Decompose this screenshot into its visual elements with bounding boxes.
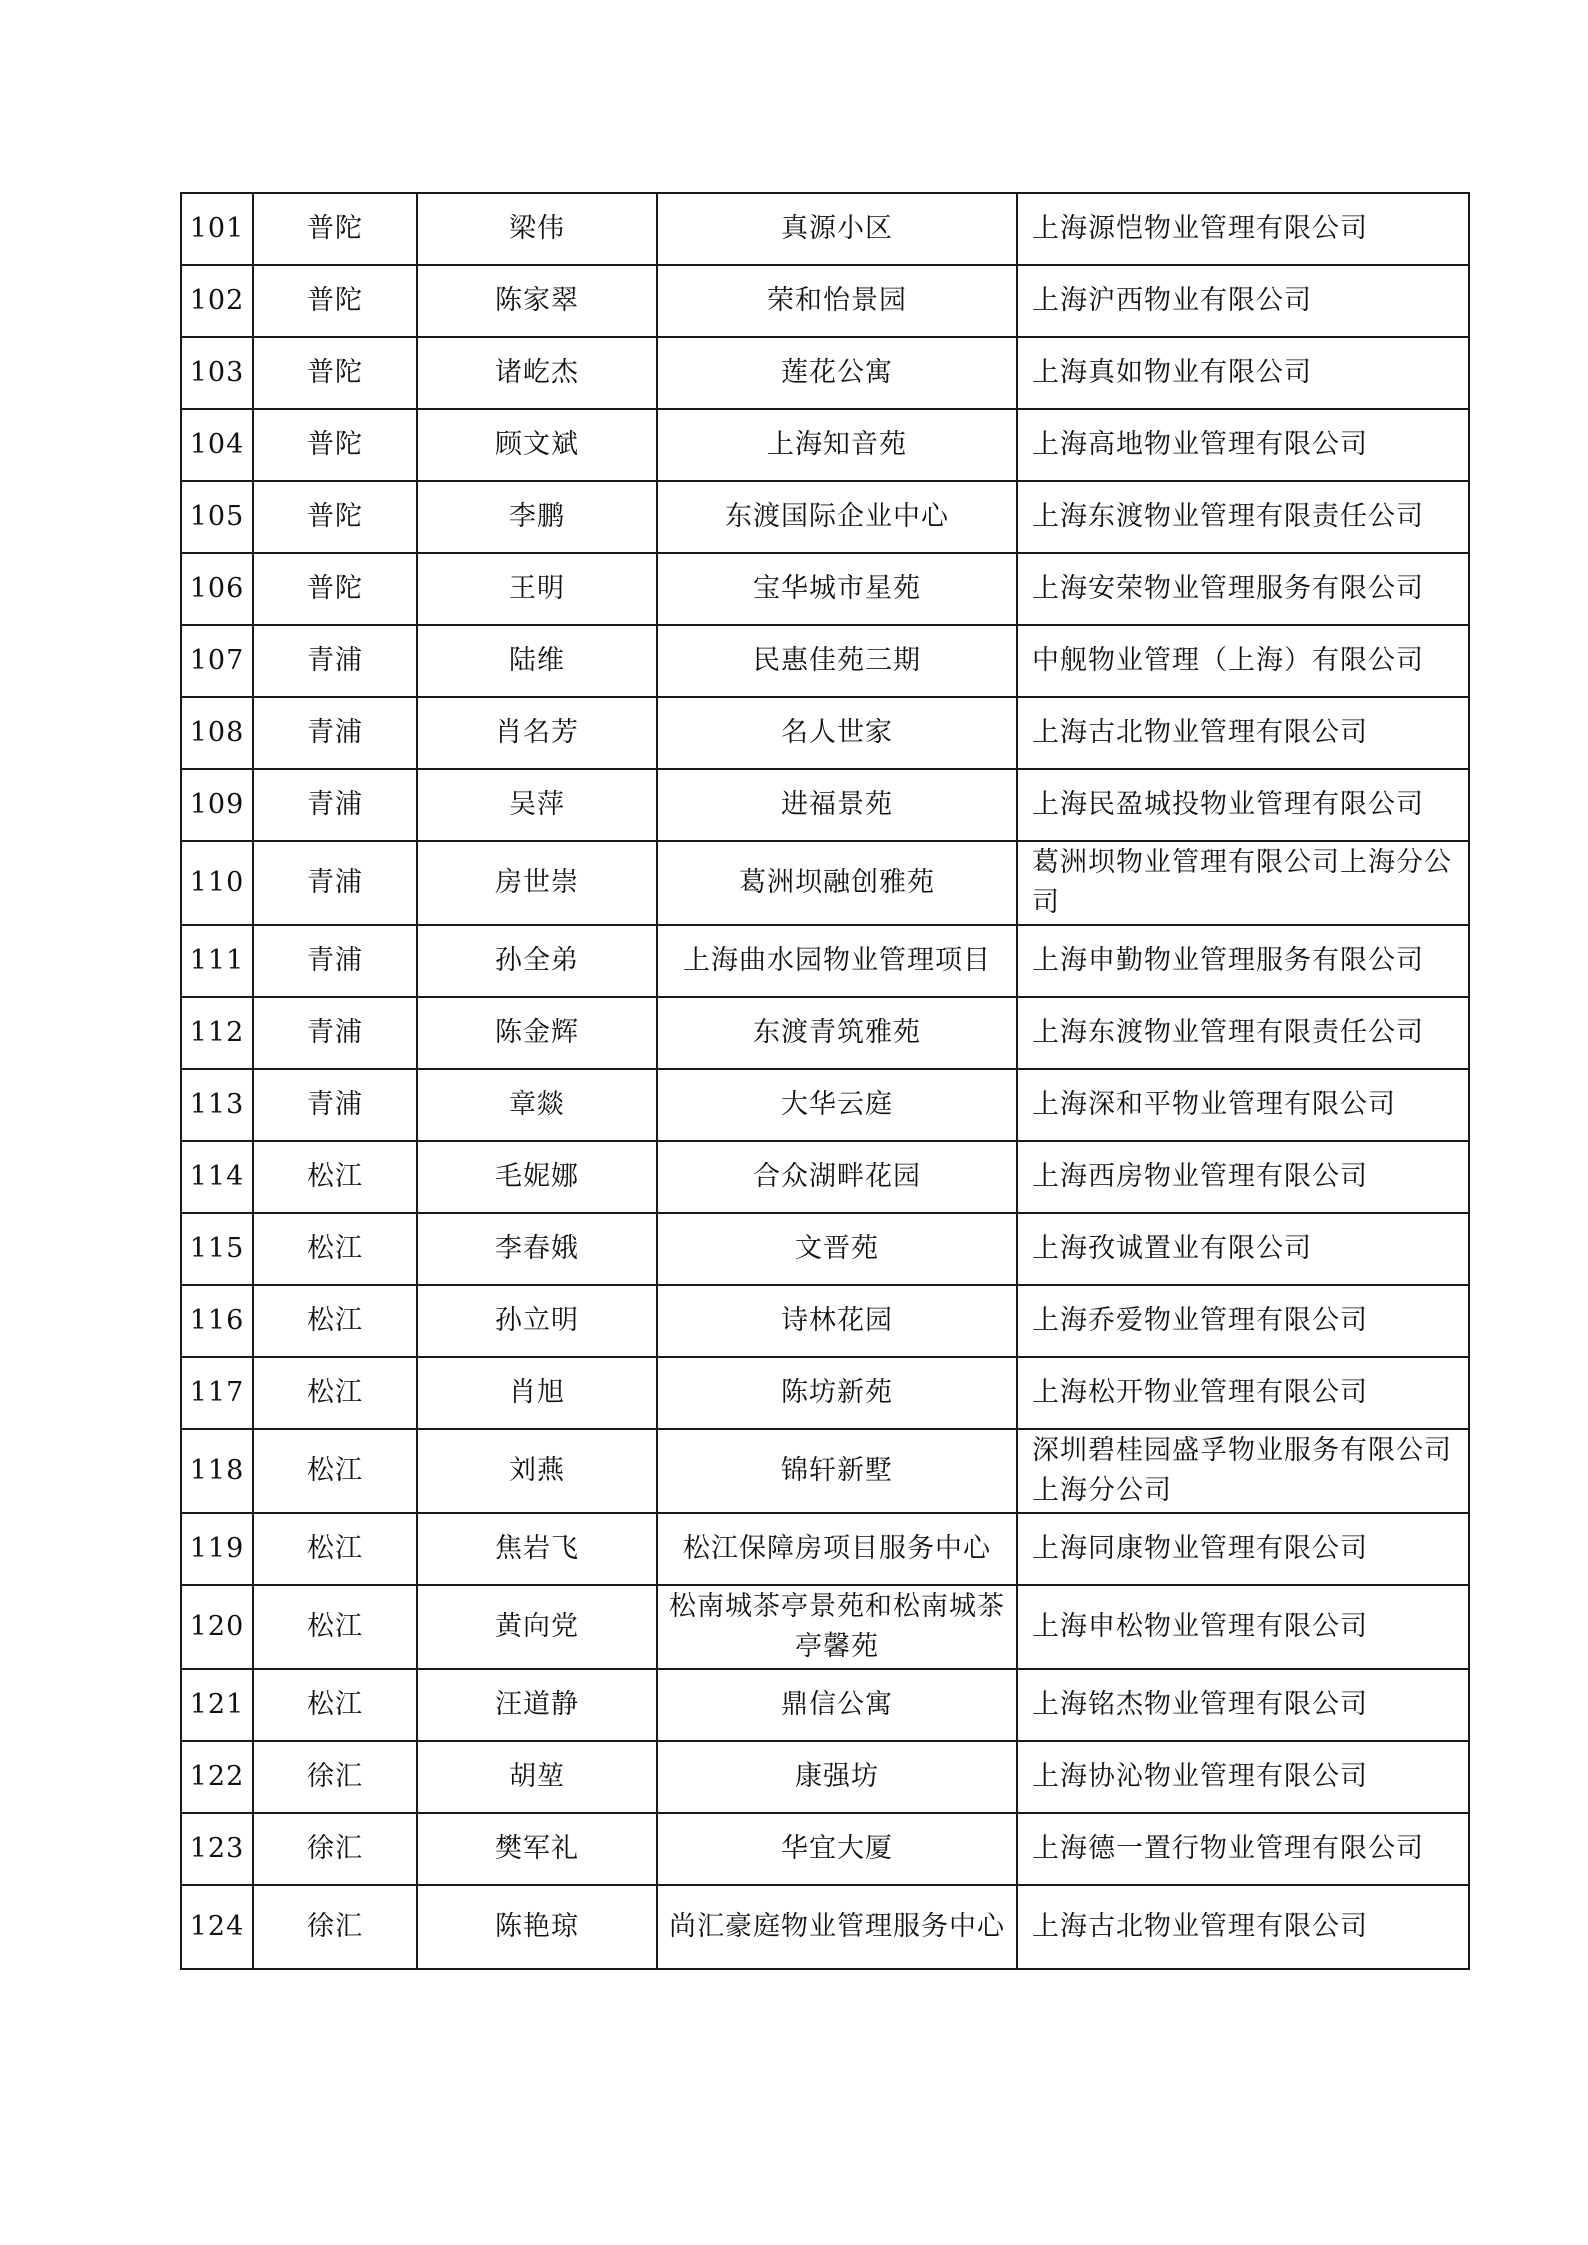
company-cell: 葛洲坝物业管理有限公司上海分公司: [1017, 841, 1469, 925]
row-number: 111: [181, 925, 253, 997]
project-cell: 民惠佳苑三期: [657, 625, 1017, 697]
project-cell: 锦轩新墅: [657, 1429, 1017, 1513]
row-number: 123: [181, 1813, 253, 1885]
table-row: [181, 925, 1469, 997]
name-cell: 房世崇: [417, 841, 657, 925]
table-row: [181, 841, 1469, 925]
company-cell: 上海西房物业管理有限公司: [1017, 1141, 1469, 1213]
name-cell: 王明: [417, 553, 657, 625]
row-number: 117: [181, 1357, 253, 1429]
district-cell: 徐汇: [253, 1813, 417, 1885]
project-cell: 陈坊新苑: [657, 1357, 1017, 1429]
table-row: [181, 1213, 1469, 1285]
company-cell: 中舰物业管理（上海）有限公司: [1017, 625, 1469, 697]
district-cell: 普陀: [253, 553, 417, 625]
project-cell: 康强坊: [657, 1741, 1017, 1813]
table-row: [181, 697, 1469, 769]
row-number: 102: [181, 265, 253, 337]
name-cell: 肖名芳: [417, 697, 657, 769]
table-row: [181, 193, 1469, 265]
property-manager-table: [180, 192, 1470, 1970]
district-cell: 松江: [253, 1141, 417, 1213]
company-cell: 上海申松物业管理有限公司: [1017, 1585, 1469, 1669]
project-cell: 宝华城市星苑: [657, 553, 1017, 625]
row-number: 109: [181, 769, 253, 841]
company-cell: 上海铭杰物业管理有限公司: [1017, 1669, 1469, 1741]
company-cell: 上海协沁物业管理有限公司: [1017, 1741, 1469, 1813]
name-cell: 孙立明: [417, 1285, 657, 1357]
project-cell: 东渡青筑雅苑: [657, 997, 1017, 1069]
row-number: 106: [181, 553, 253, 625]
company-cell: 上海松开物业管理有限公司: [1017, 1357, 1469, 1429]
table-row: [181, 481, 1469, 553]
table-row: [181, 1357, 1469, 1429]
company-cell: 上海沪西物业有限公司: [1017, 265, 1469, 337]
table-row: [181, 1069, 1469, 1141]
district-cell: 普陀: [253, 481, 417, 553]
row-number: 122: [181, 1741, 253, 1813]
table-row: [181, 1885, 1469, 1969]
table-row: [181, 1669, 1469, 1741]
project-cell: 上海知音苑: [657, 409, 1017, 481]
name-cell: 樊军礼: [417, 1813, 657, 1885]
district-cell: 松江: [253, 1213, 417, 1285]
project-cell: 尚汇豪庭物业管理服务中心: [657, 1885, 1017, 1969]
row-number: 113: [181, 1069, 253, 1141]
district-cell: 青浦: [253, 997, 417, 1069]
company-cell: 上海乔爱物业管理有限公司: [1017, 1285, 1469, 1357]
name-cell: 陆维: [417, 625, 657, 697]
row-number: 107: [181, 625, 253, 697]
company-cell: 上海高地物业管理有限公司: [1017, 409, 1469, 481]
district-cell: 普陀: [253, 265, 417, 337]
project-cell: 松南城茶亭景苑和松南城茶亭馨苑: [657, 1585, 1017, 1669]
project-cell: 真源小区: [657, 193, 1017, 265]
project-cell: 莲花公寓: [657, 337, 1017, 409]
district-cell: 青浦: [253, 697, 417, 769]
project-cell: 文晋苑: [657, 1213, 1017, 1285]
name-cell: 汪道静: [417, 1669, 657, 1741]
name-cell: 陈家翠: [417, 265, 657, 337]
name-cell: 肖旭: [417, 1357, 657, 1429]
table-row: [181, 769, 1469, 841]
row-number: 120: [181, 1585, 253, 1669]
name-cell: 梁伟: [417, 193, 657, 265]
district-cell: 青浦: [253, 1069, 417, 1141]
row-number: 116: [181, 1285, 253, 1357]
name-cell: 焦岩飞: [417, 1513, 657, 1585]
table-row: [181, 337, 1469, 409]
project-cell: 东渡国际企业中心: [657, 481, 1017, 553]
company-cell: 深圳碧桂园盛孚物业服务有限公司上海分公司: [1017, 1429, 1469, 1513]
company-cell: 上海民盈城投物业管理有限公司: [1017, 769, 1469, 841]
name-cell: 诸屹杰: [417, 337, 657, 409]
table-row: [181, 1285, 1469, 1357]
row-number: 103: [181, 337, 253, 409]
row-number: 101: [181, 193, 253, 265]
name-cell: 李春娥: [417, 1213, 657, 1285]
project-cell: 合众湖畔花园: [657, 1141, 1017, 1213]
company-cell: 上海深和平物业管理有限公司: [1017, 1069, 1469, 1141]
name-cell: 陈艳琼: [417, 1885, 657, 1969]
name-cell: 黄向党: [417, 1585, 657, 1669]
district-cell: 松江: [253, 1669, 417, 1741]
company-cell: 上海古北物业管理有限公司: [1017, 1885, 1469, 1969]
company-cell: 上海安荣物业管理服务有限公司: [1017, 553, 1469, 625]
district-cell: 松江: [253, 1357, 417, 1429]
district-cell: 徐汇: [253, 1885, 417, 1969]
project-cell: 葛洲坝融创雅苑: [657, 841, 1017, 925]
company-cell: 上海同康物业管理有限公司: [1017, 1513, 1469, 1585]
table-body: [181, 193, 1469, 1969]
project-cell: 大华云庭: [657, 1069, 1017, 1141]
row-number: 110: [181, 841, 253, 925]
company-cell: 上海源恺物业管理有限公司: [1017, 193, 1469, 265]
project-cell: 诗林花园: [657, 1285, 1017, 1357]
row-number: 112: [181, 997, 253, 1069]
row-number: 108: [181, 697, 253, 769]
name-cell: 李鹏: [417, 481, 657, 553]
table-row: [181, 625, 1469, 697]
name-cell: 胡堃: [417, 1741, 657, 1813]
row-number: 105: [181, 481, 253, 553]
district-cell: 徐汇: [253, 1741, 417, 1813]
project-cell: 松江保障房项目服务中心: [657, 1513, 1017, 1585]
table-row: [181, 1585, 1469, 1669]
project-cell: 鼎信公寓: [657, 1669, 1017, 1741]
row-number: 114: [181, 1141, 253, 1213]
project-cell: 华宜大厦: [657, 1813, 1017, 1885]
table-row: [181, 1429, 1469, 1513]
district-cell: 青浦: [253, 625, 417, 697]
district-cell: 松江: [253, 1285, 417, 1357]
row-number: 118: [181, 1429, 253, 1513]
district-cell: 青浦: [253, 841, 417, 925]
company-cell: 上海东渡物业管理有限责任公司: [1017, 997, 1469, 1069]
table-row: [181, 1813, 1469, 1885]
table-row: [181, 1141, 1469, 1213]
table-row: [181, 265, 1469, 337]
project-cell: 荣和怡景园: [657, 265, 1017, 337]
project-cell: 进福景苑: [657, 769, 1017, 841]
district-cell: 松江: [253, 1585, 417, 1669]
district-cell: 松江: [253, 1429, 417, 1513]
company-cell: 上海真如物业有限公司: [1017, 337, 1469, 409]
name-cell: 顾文斌: [417, 409, 657, 481]
district-cell: 普陀: [253, 409, 417, 481]
district-cell: 青浦: [253, 769, 417, 841]
table-row: [181, 409, 1469, 481]
district-cell: 松江: [253, 1513, 417, 1585]
company-cell: 上海东渡物业管理有限责任公司: [1017, 481, 1469, 553]
row-number: 115: [181, 1213, 253, 1285]
company-cell: 上海申勤物业管理服务有限公司: [1017, 925, 1469, 997]
table-row: [181, 997, 1469, 1069]
name-cell: 吴萍: [417, 769, 657, 841]
company-cell: 上海古北物业管理有限公司: [1017, 697, 1469, 769]
row-number: 121: [181, 1669, 253, 1741]
row-number: 124: [181, 1885, 253, 1969]
company-cell: 上海孜诚置业有限公司: [1017, 1213, 1469, 1285]
district-cell: 青浦: [253, 925, 417, 997]
row-number: 104: [181, 409, 253, 481]
name-cell: 陈金辉: [417, 997, 657, 1069]
name-cell: 刘燕: [417, 1429, 657, 1513]
name-cell: 孙全弟: [417, 925, 657, 997]
table-row: [181, 1513, 1469, 1585]
table-row: [181, 553, 1469, 625]
name-cell: 章燚: [417, 1069, 657, 1141]
table-row: [181, 1741, 1469, 1813]
name-cell: 毛妮娜: [417, 1141, 657, 1213]
row-number: 119: [181, 1513, 253, 1585]
district-cell: 普陀: [253, 337, 417, 409]
project-cell: 上海曲水园物业管理项目: [657, 925, 1017, 997]
company-cell: 上海德一置行物业管理有限公司: [1017, 1813, 1469, 1885]
project-cell: 名人世家: [657, 697, 1017, 769]
district-cell: 普陀: [253, 193, 417, 265]
